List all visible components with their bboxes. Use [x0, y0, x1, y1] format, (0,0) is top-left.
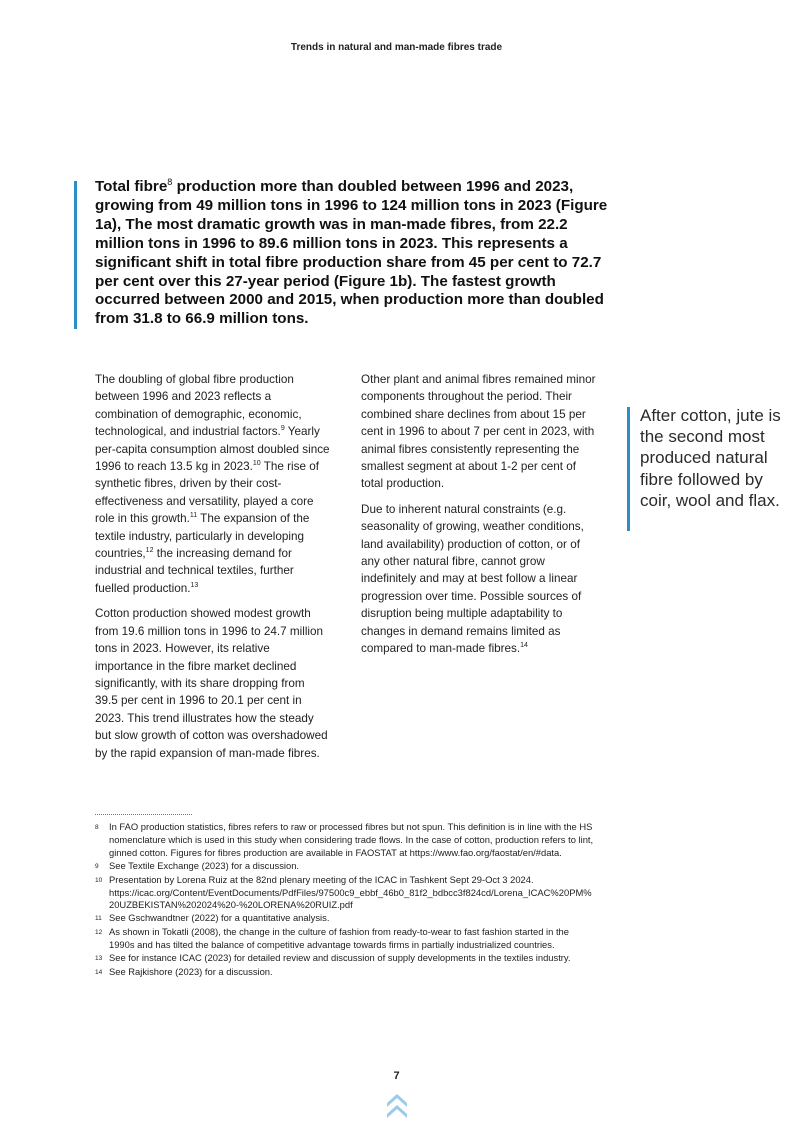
footnote-ref[interactable]: 8 — [167, 176, 173, 187]
footnote-number: 13 — [95, 955, 103, 963]
footnote-number: 11 — [95, 915, 102, 923]
footnote-item — [95, 821, 595, 860]
footnote-number: 12 — [95, 929, 103, 937]
running-title: Trends in natural and man-made fibres trade — [290, 42, 503, 53]
footnote-text: See Gschwandtner (2022) for a quantitative analysis. — [109, 912, 330, 924]
footnote-text: See for instance ICAC (2023) for detailed review and discussion of supply developments in the textiles industry. — [109, 952, 571, 964]
footnote-text: In FAO production statistics, fibres refers to raw or processed fibres but not spun. This definition is in line with the HS nomenclature which is used in this study when considering trade flows. In the case of cotton, production refers to lint, ginned cotton. Figures for fibres production are available in FAOSTAT at https://www.fao.org/faostat/en/#data. — [109, 821, 594, 858]
footnote-item — [95, 912, 595, 926]
footnote-text: See Rajkishore (2023) for a discussion. — [109, 965, 273, 977]
footnotes-list — [95, 821, 595, 980]
footnote-item — [95, 966, 595, 980]
footnote-number: 8 — [95, 824, 99, 831]
footnote-item — [95, 860, 595, 874]
footnote-text: As shown in Tokatli (2008), the change in the culture of fashion from ready-to-wear to fast fashion started in the 1990s and has tilted the balance of competitive advantage towards firms in partially industrialized countries. — [109, 926, 569, 951]
footnote-item — [95, 952, 595, 966]
footnote-item — [95, 874, 595, 913]
body-paragraph: Other plant and animal fibres remained minor components throughout the period. Their combined share declines from about 15 per cent in 1996 to about 7 per cent in 2023, with animal fibres consistently representing the smallest segment at about 1-2 per cent of total production. — [361, 373, 596, 491]
footnote-divider — [95, 814, 192, 815]
footnote-ref[interactable]: 12 — [145, 547, 154, 555]
footnote-ref[interactable]: 13 — [190, 581, 199, 589]
pull-quote-accent-bar — [627, 407, 630, 531]
footnote-ref[interactable]: 14 — [520, 642, 528, 650]
footnote-number: 10 — [95, 876, 103, 884]
footnote-number: 9 — [95, 862, 99, 870]
footnote-text: Presentation by Lorena Ruiz at the 82nd plenary meeting of the ICAC in Tashkent Sept 29-Oct 3 2024. https://icac.org/Content/EventDocuments/PdfFiles/97500c9_ebbf_46b0_81f2_bdbcc3f824cd/Lorena_ICAC%20PM%20UZBEKISTAN%202024%20-%20LORENA%20RUIZ.pdf — [109, 873, 592, 911]
lead-accent-bar — [74, 181, 77, 329]
body-paragraph: Cotton production showed modest growth from 19.6 million tons in 1996 to 24.7 million tons in 2023. However, its relative importance in the fibre market declined significantly, with its share dropping from 39.5 per cent in 1996 to 20.1 per cent in 2023. This trend illustrates how the steady but slow growth of cotton was overshadowed by the rapid expansion of man-made fibres. — [95, 607, 328, 760]
footnote-ref[interactable]: 10 — [252, 460, 261, 468]
body-column-left — [95, 371, 330, 770]
body-paragraph: Due to inherent natural constraints (e.g. seasonality of growing, weather conditions, land availability) production of cotton, or of any other natural fibre, cannot grow indefinitely and may at best follow a linear progression over time. Possible sources of disruption being multiple adaptability to changes in demand remains limited as compared to man-made fibres.$^{14}$ — [361, 502, 584, 656]
footnote-number: 14 — [95, 968, 103, 976]
page-number: 7 — [393, 1070, 400, 1082]
body-paragraph: The doubling of global fibre production between 1996 and 2023 reflects a combination of demographic, economic, technological, and industrial factors.$^9$ Yearly per-capita consumption almost doubled since 1996 to reach 13.5 kg in 2023.10 The rise of synthetic fibres, driven by their cost-effectiveness and versatility, played a core role in this growth.$^{11}$ The expansion of the textile industry, particularly in developing countries,$^{12}$ the increasing demand for industrial and technical textiles, further fuelled production.$^{13}$ — [95, 373, 330, 595]
body-column-right — [361, 371, 601, 666]
double-chevron-logo-icon — [384, 1090, 410, 1120]
footnote-ref[interactable]: 11 — [189, 512, 198, 520]
lead-paragraph: Total fibre$^8$ production more than doubled between 1996 and 2023, growing from 49 million tons in 1996 to 124 million tons in 2023 (Figure 1a), The most dramatic growth was in man-made fibres, from 22.2 million tons in 1996 to 89.6 million tons in 2023. This represents a significant shift in total fibre production share from 45 per cent to 72.7 per cent over this 27-year period (Figure 1b). The fastest growth occurred between 2000 and 2015, when production more than doubled from 31.8 to 66.9 million tons. — [95, 176, 608, 328]
footnote-text: See Textile Exchange (2023) for a discussion. — [109, 859, 300, 871]
pull-quote: After cotton, jute is the second most produced natural fibre followed by coir, wool and flax. — [640, 406, 781, 510]
footnote-ref[interactable]: 9 — [280, 425, 285, 433]
footnote-item — [95, 926, 595, 952]
